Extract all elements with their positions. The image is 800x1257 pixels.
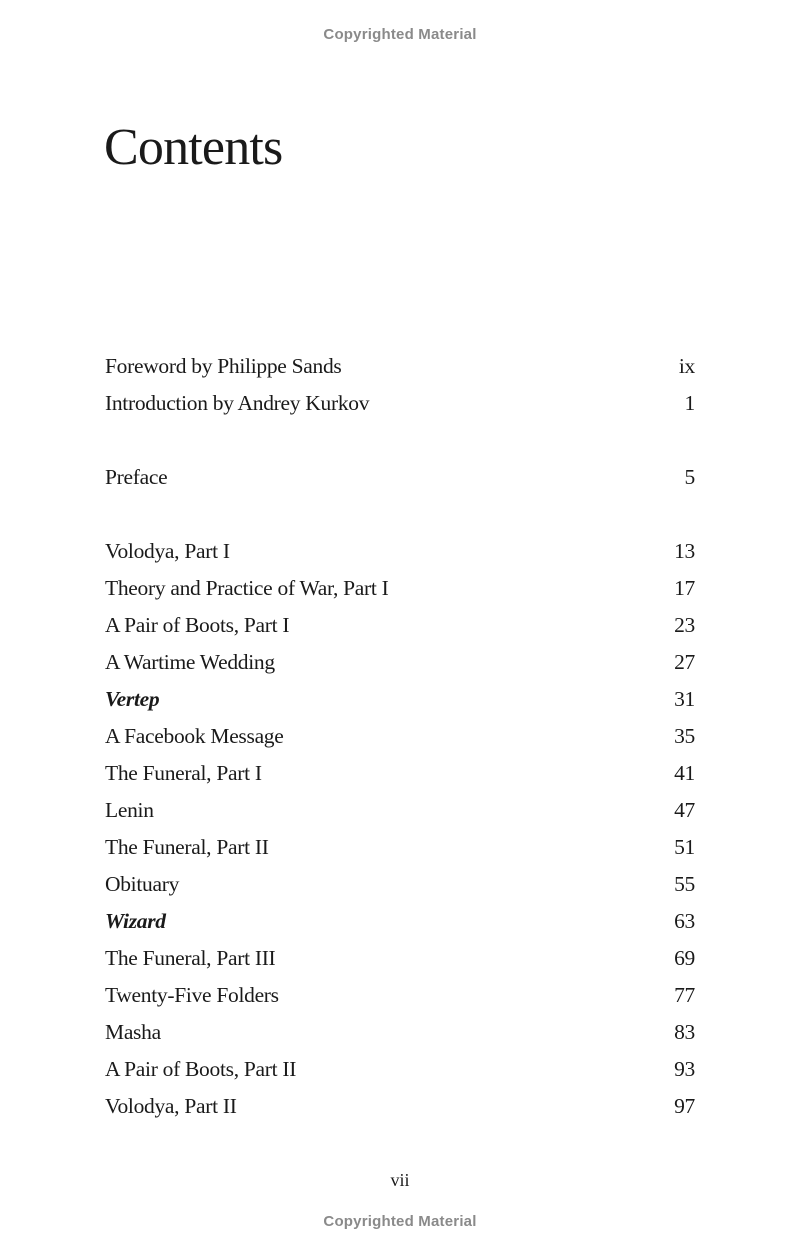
toc-entry-page: 63 bbox=[674, 909, 695, 933]
toc-entry bbox=[105, 459, 695, 496]
copyright-watermark-top: Copyrighted Material bbox=[323, 26, 477, 43]
toc-entry bbox=[105, 644, 695, 681]
toc-group bbox=[105, 348, 695, 422]
toc-entry bbox=[105, 866, 695, 903]
page-title: Contents bbox=[104, 119, 283, 176]
toc-entry-page: 55 bbox=[674, 872, 695, 896]
toc-entry-title: Twenty-Five Folders bbox=[105, 983, 279, 1007]
toc-entry bbox=[105, 385, 695, 422]
toc-entry-page: ix bbox=[678, 354, 695, 378]
toc-entry-page: 97 bbox=[674, 1094, 695, 1118]
toc-entry-title: Theory and Practice of War, Part I bbox=[105, 576, 389, 600]
toc-entry-page: 31 bbox=[674, 687, 695, 711]
toc-entry-title: Obituary bbox=[105, 872, 180, 896]
toc-entry-page: 41 bbox=[674, 761, 695, 785]
toc-group bbox=[105, 459, 695, 496]
toc-entry bbox=[105, 940, 695, 977]
toc-entry-title: Wizard bbox=[105, 909, 166, 933]
toc-entry-title: Foreword by Philippe Sands bbox=[105, 354, 342, 378]
toc-entry bbox=[105, 681, 695, 718]
toc-entry-title: A Facebook Message bbox=[105, 724, 284, 748]
toc-entry-title: Lenin bbox=[105, 798, 154, 822]
toc-entry bbox=[105, 755, 695, 792]
copyright-watermark-bottom: Copyrighted Material bbox=[323, 1213, 477, 1230]
toc-entry-page: 35 bbox=[674, 724, 695, 748]
toc-entry-page: 23 bbox=[674, 613, 695, 637]
toc-entry-title: Masha bbox=[105, 1020, 161, 1044]
toc-entry bbox=[105, 1051, 695, 1088]
toc-entry-title: A Pair of Boots, Part II bbox=[105, 1057, 297, 1081]
toc-entry-title: The Funeral, Part III bbox=[105, 946, 276, 970]
toc-entry-page: 69 bbox=[674, 946, 695, 970]
toc-entry-page: 1 bbox=[684, 391, 695, 415]
toc-group bbox=[105, 533, 695, 1125]
toc-entry bbox=[105, 903, 695, 940]
toc-entry bbox=[105, 348, 695, 385]
toc-entry-title: A Pair of Boots, Part I bbox=[105, 613, 290, 637]
toc-entry bbox=[105, 792, 695, 829]
toc-entry bbox=[105, 1088, 695, 1125]
toc-entry bbox=[105, 533, 695, 570]
toc-entry-page: 51 bbox=[674, 835, 695, 859]
toc-entry bbox=[105, 607, 695, 644]
toc-entry-page: 77 bbox=[674, 983, 695, 1007]
toc-entry-page: 47 bbox=[674, 798, 695, 822]
toc-entry bbox=[105, 829, 695, 866]
toc-entry-title: Vertep bbox=[105, 687, 160, 711]
toc-entry-title: Introduction by Andrey Kurkov bbox=[105, 391, 370, 415]
toc-entry-title: Preface bbox=[105, 465, 168, 489]
toc-entry bbox=[105, 570, 695, 607]
toc-entry-page: 5 bbox=[684, 465, 695, 489]
toc-entry-title: Volodya, Part II bbox=[105, 1094, 237, 1118]
toc-entry-page: 83 bbox=[674, 1020, 695, 1044]
toc-entry-title: The Funeral, Part II bbox=[105, 835, 269, 859]
toc-entry-page: 13 bbox=[674, 539, 695, 563]
toc-entry bbox=[105, 1014, 695, 1051]
toc-entry-page: 27 bbox=[674, 650, 695, 674]
toc-entry bbox=[105, 718, 695, 755]
toc-entry-title: The Funeral, Part I bbox=[105, 761, 262, 785]
toc-entry bbox=[105, 977, 695, 1014]
toc-entry-page: 17 bbox=[674, 576, 695, 600]
toc-entry-title: Volodya, Part I bbox=[105, 539, 230, 563]
toc-entry-page: 93 bbox=[674, 1057, 695, 1081]
page-number: vii bbox=[390, 1170, 410, 1190]
toc-entry-title: A Wartime Wedding bbox=[105, 650, 275, 674]
table-of-contents bbox=[105, 348, 695, 1125]
